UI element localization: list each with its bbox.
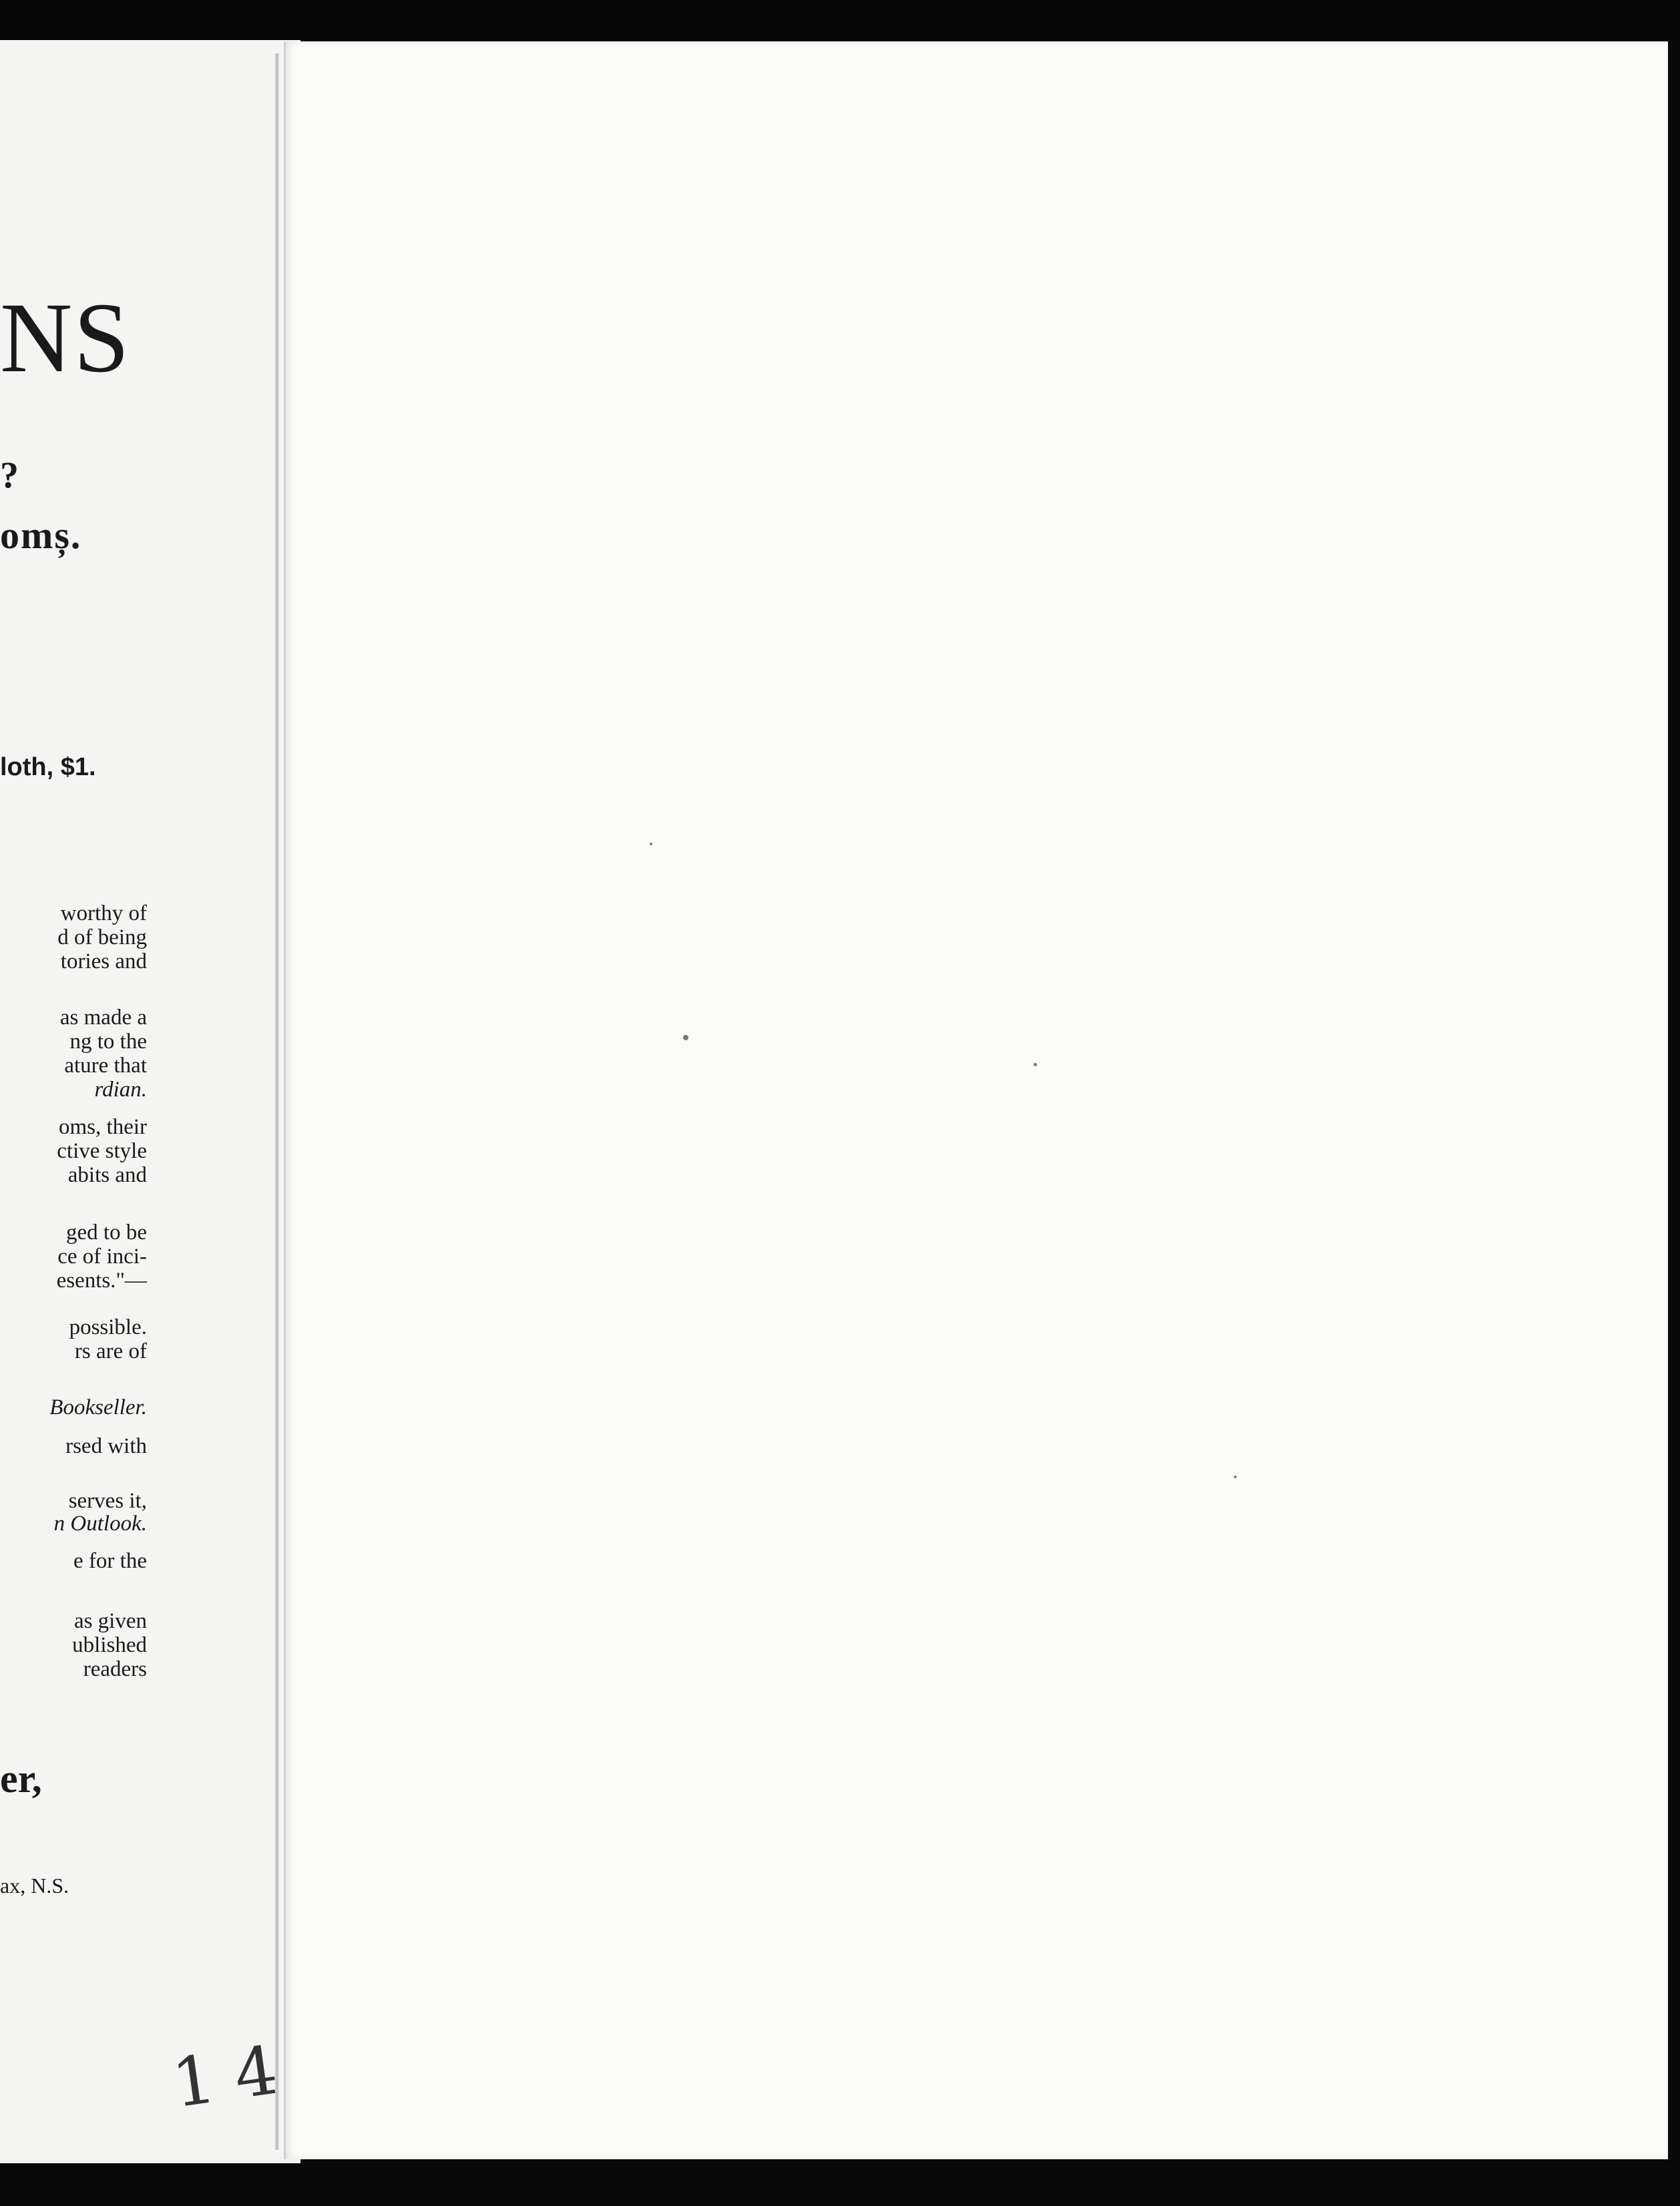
scan-top-border: [0, 0, 1680, 40]
text-line: n Outlook.: [53, 1512, 147, 1536]
speck: [650, 843, 652, 845]
question-fragment: ?: [0, 455, 19, 496]
text-line: tories and: [60, 949, 147, 973]
text-line: serves it,: [68, 1489, 147, 1513]
text-line: ature that: [64, 1054, 147, 1078]
text-line: rdian.: [94, 1078, 147, 1102]
text-line: as given: [73, 1609, 147, 1633]
text-line: ged to be: [66, 1221, 147, 1245]
text-line: esents."—: [56, 1269, 147, 1293]
text-line: readers: [83, 1657, 147, 1681]
text-line: ublished: [72, 1633, 147, 1657]
text-line: possible.: [69, 1315, 147, 1339]
text-line: worthy of: [60, 901, 147, 925]
price-fragment: loth, $1.: [0, 753, 96, 781]
heading-fragment: omș.: [0, 513, 82, 557]
handwritten-number: 14: [167, 2028, 302, 2123]
address-fragment: ax, N.S.: [0, 1873, 69, 1898]
text-line: rsed with: [65, 1434, 147, 1458]
text-line: rs are of: [74, 1339, 147, 1363]
publisher-fragment: er,: [0, 1757, 42, 1801]
left-page: [0, 40, 300, 2163]
text-line: ce of inci-: [57, 1245, 147, 1269]
text-line: ng to the: [69, 1030, 147, 1054]
text-line: Bookseller.: [49, 1395, 147, 1419]
text-line: ctive style: [57, 1139, 147, 1163]
title-fragment: NS: [0, 282, 131, 393]
blank-right-page: [284, 41, 1668, 2159]
text-line: e for the: [73, 1549, 147, 1573]
page-fold: [275, 53, 279, 2150]
text-line: d of being: [57, 925, 147, 949]
speck: [1034, 1063, 1037, 1066]
speck: [1234, 1476, 1237, 1478]
text-line: abits and: [67, 1163, 147, 1187]
text-line: oms, their: [59, 1115, 147, 1139]
text-line: as made a: [59, 1006, 147, 1030]
speck: [683, 1035, 688, 1040]
